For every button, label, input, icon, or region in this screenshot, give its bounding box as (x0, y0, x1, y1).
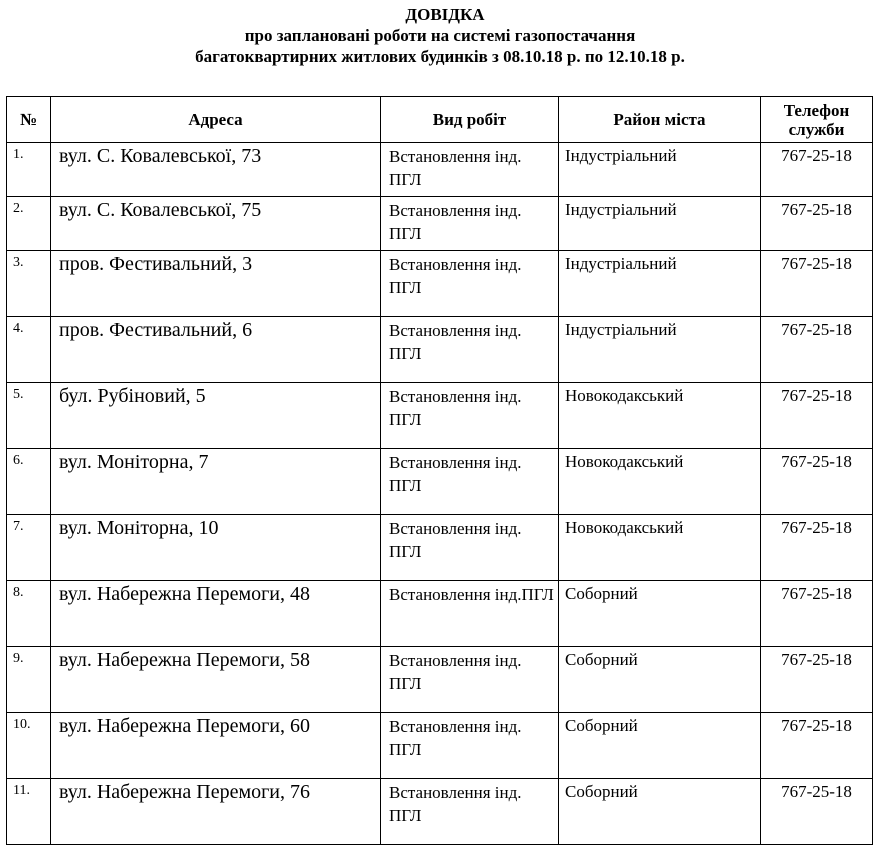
column-header-phone: Телефон служби (761, 97, 873, 143)
row-phone: 767-25-18 (761, 317, 873, 383)
table-row (7, 581, 873, 647)
row-work-type: Встановлення інд. ПГЛ (381, 515, 559, 581)
row-address: вул. С. Ковалевської, 75 (51, 197, 381, 251)
row-number: 7. (7, 515, 51, 581)
table-row (7, 197, 873, 251)
row-district: Соборний (559, 647, 761, 713)
row-work-type: Встановлення інд.ПГЛ (381, 581, 559, 647)
row-number: 9. (7, 647, 51, 713)
row-phone: 767-25-18 (761, 251, 873, 317)
table-row (7, 383, 873, 449)
row-phone: 767-25-18 (761, 143, 873, 197)
row-number: 10. (7, 713, 51, 779)
row-number: 3. (7, 251, 51, 317)
row-work-type: Встановлення інд. ПГЛ (381, 251, 559, 317)
row-district: Індустріальний (559, 251, 761, 317)
row-work-type: Встановлення інд. ПГЛ (381, 197, 559, 251)
row-number: 2. (7, 197, 51, 251)
row-district: Індустріальний (559, 143, 761, 197)
row-phone: 767-25-18 (761, 581, 873, 647)
row-address: бул. Рубіновий, 5 (51, 383, 381, 449)
row-district: Індустріальний (559, 197, 761, 251)
table-row (7, 143, 873, 197)
row-district: Новокодакський (559, 449, 761, 515)
column-header-work-type: Вид робіт (381, 97, 559, 143)
row-phone: 767-25-18 (761, 713, 873, 779)
row-number: 1. (7, 143, 51, 197)
column-header-address: Адреса (51, 97, 381, 143)
row-district: Новокодакський (559, 515, 761, 581)
document-header (0, 4, 880, 67)
row-number: 6. (7, 449, 51, 515)
row-district: Новокодакський (559, 383, 761, 449)
document-title: ДОВІДКА (405, 5, 485, 24)
row-address: вул. Набережна Перемоги, 58 (51, 647, 381, 713)
table-row (7, 515, 873, 581)
table-row (7, 449, 873, 515)
column-header-district: Район міста (559, 97, 761, 143)
row-work-type: Встановлення інд. ПГЛ (381, 383, 559, 449)
row-work-type: Встановлення інд. ПГЛ (381, 143, 559, 197)
table-row (7, 779, 873, 845)
row-work-type: Встановлення інд. ПГЛ (381, 713, 559, 779)
row-address: вул. Набережна Перемоги, 48 (51, 581, 381, 647)
row-address: вул. Набережна Перемоги, 60 (51, 713, 381, 779)
row-work-type: Встановлення інд. ПГЛ (381, 449, 559, 515)
row-phone: 767-25-18 (761, 383, 873, 449)
row-work-type: Встановлення інд. ПГЛ (381, 317, 559, 383)
row-address: пров. Фестивальний, 3 (51, 251, 381, 317)
row-phone: 767-25-18 (761, 647, 873, 713)
planned-works-table (6, 96, 873, 845)
row-work-type: Встановлення інд. ПГЛ (381, 779, 559, 845)
table-row (7, 317, 873, 383)
row-address: вул. Набережна Перемоги, 76 (51, 779, 381, 845)
row-district: Соборний (559, 581, 761, 647)
row-number: 11. (7, 779, 51, 845)
row-phone: 767-25-18 (761, 449, 873, 515)
document-subtitle-line1: про заплановані роботи на системі газопостачання (244, 26, 636, 45)
document-subtitle-line2: багатоквартирних житлових будинків з 08.10.18 р. по 12.10.18 р. (195, 47, 685, 66)
row-address: вул. Моніторна, 7 (51, 449, 381, 515)
column-header-number: № (7, 97, 51, 143)
row-phone: 767-25-18 (761, 779, 873, 845)
table-row (7, 251, 873, 317)
row-number: 4. (7, 317, 51, 383)
table-body (7, 143, 873, 845)
row-district: Індустріальний (559, 317, 761, 383)
row-address: вул. С. Ковалевської, 73 (51, 143, 381, 197)
row-district: Соборний (559, 779, 761, 845)
row-address: вул. Моніторна, 10 (51, 515, 381, 581)
row-district: Соборний (559, 713, 761, 779)
row-number: 5. (7, 383, 51, 449)
row-phone: 767-25-18 (761, 515, 873, 581)
row-number: 8. (7, 581, 51, 647)
table-row (7, 713, 873, 779)
row-phone: 767-25-18 (761, 197, 873, 251)
table-header-row (7, 97, 873, 143)
row-work-type: Встановлення інд. ПГЛ (381, 647, 559, 713)
row-address: пров. Фестивальний, 6 (51, 317, 381, 383)
table-row (7, 647, 873, 713)
